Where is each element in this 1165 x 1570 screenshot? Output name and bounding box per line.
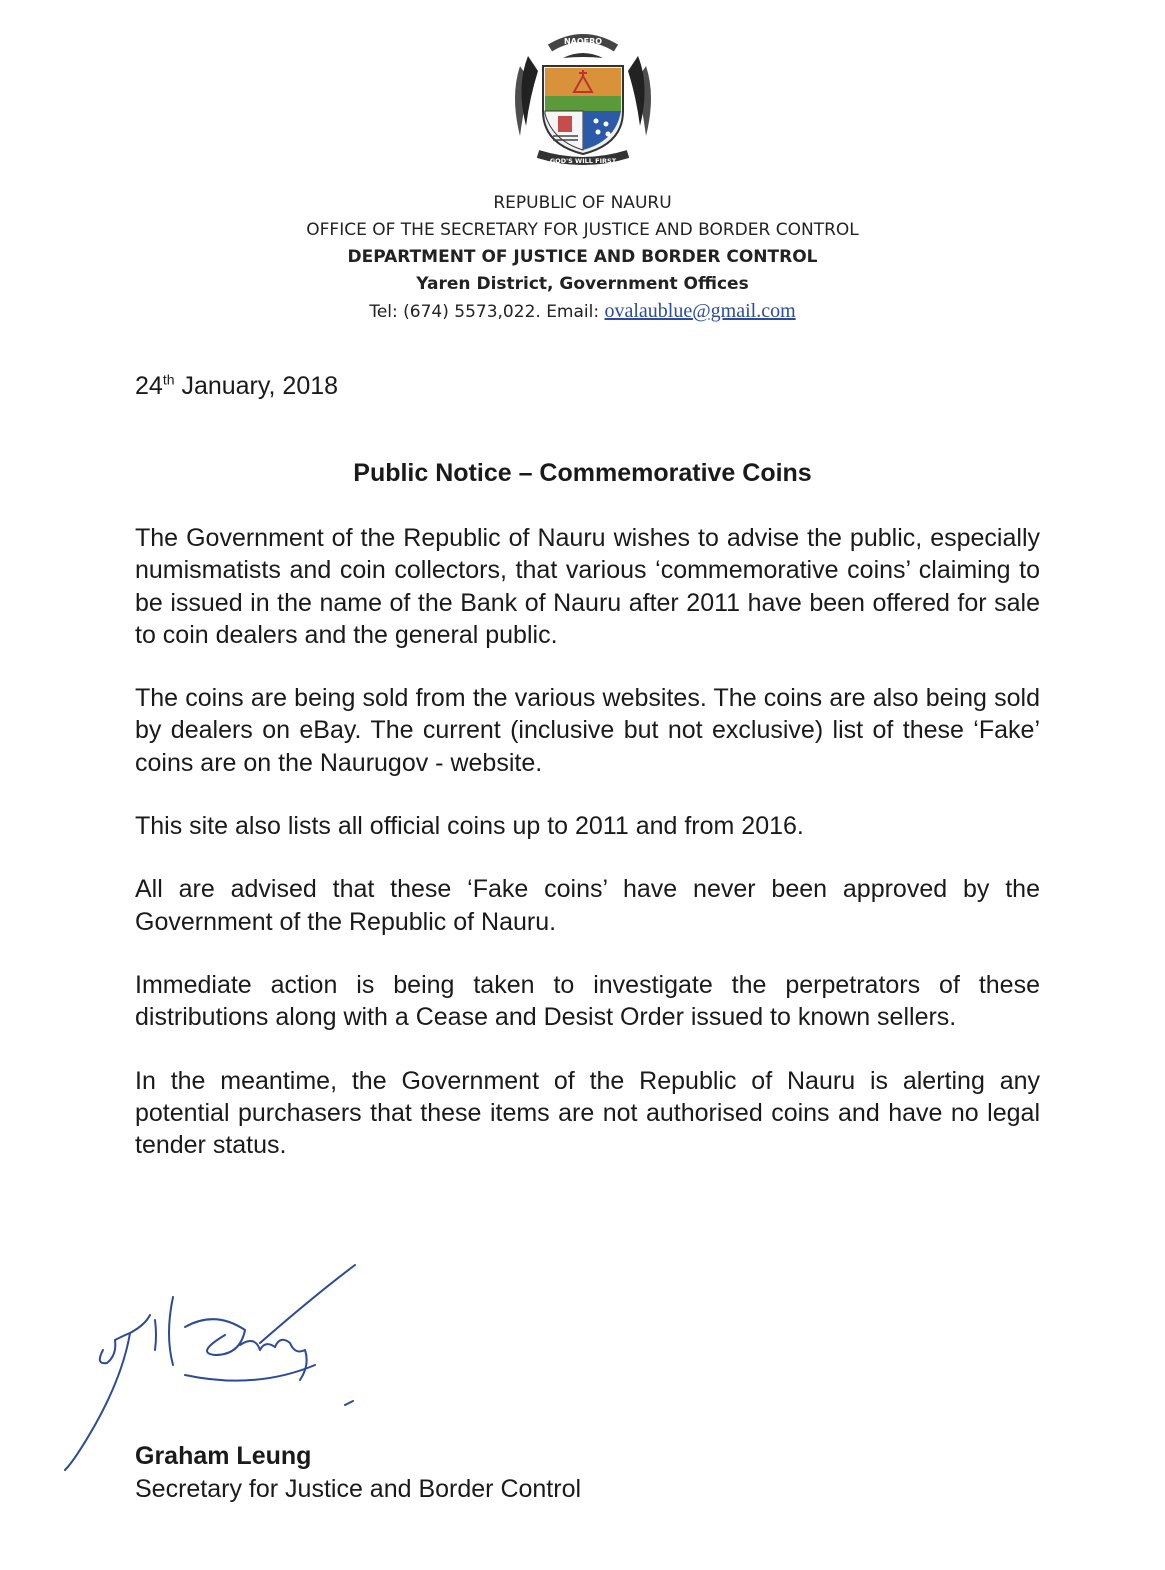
email-link[interactable]: ovalaublue@gmail.com [604, 300, 796, 322]
paragraph-1: The Government of the Republic of Nauru wishes to advise the public, especially numismatists and coin collectors, that various ‘commemorative coins’ claiming to be issued in the name of the Bank of Nauru after 2011 have been offered for sale to coin dealers and the general public. [135, 524, 1040, 649]
date-rest: January, 2018 [174, 372, 339, 400]
paragraph-2: The coins are being sold from the various websites. The coins are also being sold by dealers on eBay. The current (inclusive but not exclusive) list of these ‘Fake’ coins are on the Naurugov - website. [135, 684, 1040, 777]
letterhead [0, 190, 1165, 326]
nauru-coat-of-arms-icon [508, 26, 658, 166]
date-suffix: th [162, 371, 175, 388]
date-day: 24 [135, 372, 163, 400]
paragraph-6: In the meantime, the Government of the Republic of Nauru is alerting any potential purchasers that these items are not authorised coins and have no legal tender status. [135, 1066, 1040, 1160]
crest-motto-top: NAOERO [563, 37, 603, 46]
signatory-name: Graham Leung [135, 1442, 312, 1470]
letterhead-country: REPUBLIC OF NAURU [493, 193, 672, 213]
signatory-title: Secretary for Justice and Border Control [135, 1475, 582, 1503]
letterhead-office: OFFICE OF THE SECRETARY FOR JUSTICE AND BORDER CONTROL [306, 220, 859, 240]
crest-motto-bottom: GOD'S WILL FIRST [549, 157, 617, 165]
notice-body [135, 522, 1040, 1161]
letterhead-address: Yaren District, Government Offices [416, 274, 749, 294]
letterhead-department: DEPARTMENT OF JUSTICE AND BORDER CONTROL [347, 247, 818, 267]
letterhead-contact [0, 298, 1165, 326]
letter-date [135, 372, 338, 401]
paragraph-4: All are advised that these ‘Fake coins’ have never been approved by the Government of the Republic of Nauru. [135, 875, 1040, 936]
notice-title: Public Notice – Commemorative Coins [353, 459, 812, 487]
paragraph-3: This site also lists all official coins up to 2011 and from 2016. [135, 812, 804, 841]
paragraph-5: Immediate action is being taken to investigate the perpetrators of these distributions along with a Cease and Desist Order issued to known sellers. [135, 970, 1040, 1032]
contact-phone: Tel: (674) 5573,022. Email: [369, 302, 605, 322]
